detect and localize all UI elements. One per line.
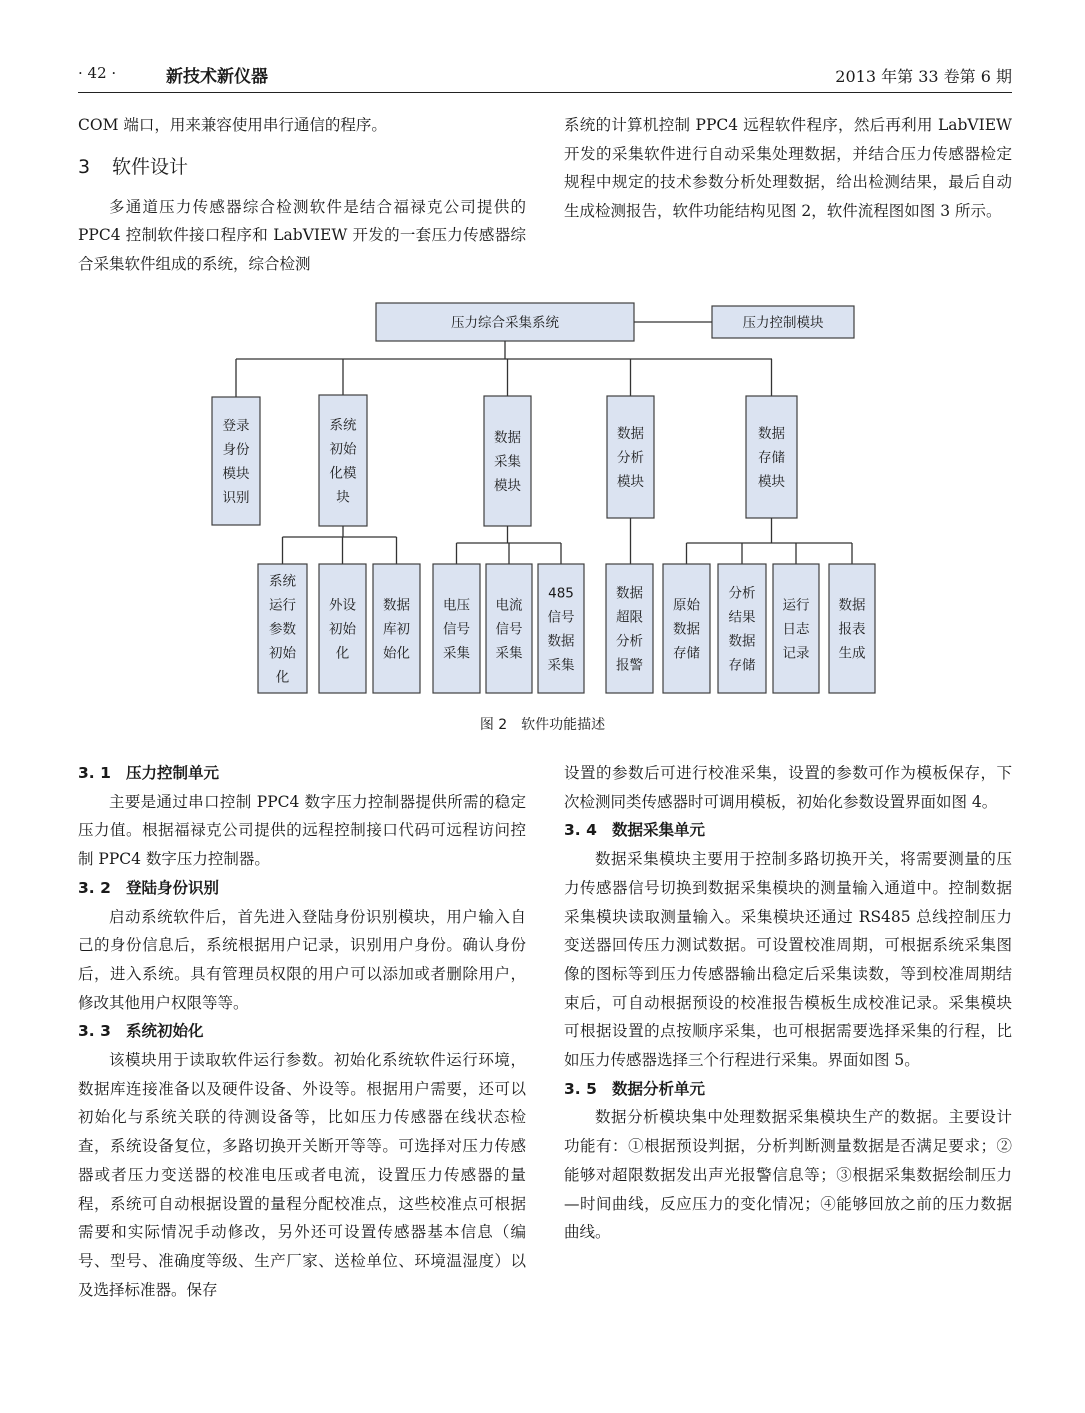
- level2-node: [773, 564, 819, 693]
- root-node: [376, 303, 634, 341]
- level2-node-label: 数据: [547, 633, 575, 650]
- level1-node: [607, 396, 654, 518]
- software-function-diagram: [200, 297, 890, 707]
- level1-node-label: 模块: [617, 474, 644, 490]
- level1-node-box: [319, 395, 367, 526]
- level2-node: [606, 564, 653, 693]
- level2-node-label: 库初: [383, 621, 410, 638]
- level2-node-label: 485: [548, 585, 574, 602]
- intro-paragraph: COM 端口，用来兼容使用串行通信的程序。: [78, 116, 387, 134]
- level2-node-label: 初始: [269, 645, 296, 662]
- level2-node-label: 采集: [495, 645, 523, 662]
- lower-right-column: [564, 759, 1012, 1247]
- subsection-3-3-paragraph: 该模块用于读取软件运行参数。初始化系统软件运行环境，数据库连接准备以及硬件设备、外设等。根据用户需要，还可以初始化与系统关联的待测设备等，比如压力传感器在线状态检查，系统设备复位，多路切换开关断开等等。可选择对压力传感器或者压力变送器的校准电压或者电流，设置压力传感器的量程，系统可自动根据设置的量程分配校准点，这些校准点可根据需要和实际情况手动修改，另外还可设置传感器基本信息（编号、型号、准确度等级、生产厂家、送检单位、环境温湿度）以及选择标准器。保存: [78, 1051, 526, 1299]
- level2-node: [319, 564, 366, 693]
- page-number: · 42 ·: [78, 64, 117, 82]
- figure-caption: 图 2 软件功能描述: [479, 717, 606, 733]
- level2-node-label: 记录: [782, 645, 810, 662]
- level2-node-label: 信号: [495, 621, 523, 638]
- level2-node-label: 采集: [443, 645, 470, 662]
- subsection-3-5-heading: 3. 5 数据分析单元: [564, 1079, 706, 1098]
- root-node-label: 压力综合采集系统: [451, 315, 559, 331]
- level2-node-label: 采集: [547, 657, 575, 674]
- level1-node: [319, 395, 367, 526]
- level2-node: [829, 564, 875, 693]
- right-paragraph: 系统的计算机控制 PPC4 远程软件程序，然后再利用 LabVIEW 开发的采集软件进行自动采集处理数据，并结合压力传感器检定规程中规定的技术参数分析处理数据，给出检测结果，最后自动生成检测报告，软件功能结构见图 2，软件流程图如图 3 所示。: [564, 116, 1012, 221]
- level1-node: [212, 397, 260, 525]
- level2-node-label: 生成: [838, 645, 866, 662]
- section-3-paragraph: 多通道压力传感器综合检测软件是结合福禄克公司提供的 PPC4 控制软件接口程序和 LabVIEW 开发的一套压力传感器综合采集软件组成的系统，综合检测: [78, 197, 526, 274]
- subsection-3-2-paragraph: 启动系统软件后，首先进入登陆身份识别模块，用户输入自己的身份信息后，系统根据用户记录，识别用户身份。确认身份后，进入系统。具有管理员权限的用户可以添加或者删除用户，修改其他用户权限等等。: [78, 907, 526, 1012]
- level1-node: [484, 396, 531, 526]
- upper-left-column: [78, 111, 526, 279]
- level2-node: [373, 564, 420, 693]
- level2-node-label: 外设: [329, 597, 356, 614]
- subsection-3-4-paragraph: 数据采集模块主要用于控制多路切换开关，将需要测量的压力传感器信号切换到数据采集模块的测量输入通道中。控制数据采集模块读取测量输入。采集模块还通过 RS485 总线控制压力变送器回传压力测试数据。可设置校准周期，可根据系统采集图像的图标等到压力传感器输出稳定后采集读数，等到校准周期结束后，可自动根据预设的校准报告模板生成校准记录。采集模块可根据设置的点按顺序采集，也可根据需要选择采集的行程，比如压力传感器选择三个行程进行采集。界面如图 5。: [564, 850, 1012, 1070]
- level1-node-label: 数据: [494, 430, 521, 446]
- level1-node-label: 数据: [758, 426, 785, 442]
- level2-node-label: 超限: [616, 609, 643, 626]
- level1-node-label: 模块: [222, 466, 250, 482]
- subsection-3-3-heading: 3. 3 系统初始化: [78, 1022, 204, 1041]
- level2-node-label: 运行: [782, 597, 810, 614]
- level1-node-label: 模块: [494, 478, 521, 494]
- level2-node-label: 数据: [383, 597, 410, 614]
- level2-node-label: 电压: [443, 597, 470, 614]
- level2-node: [718, 564, 766, 693]
- pressure-control-node: [712, 306, 854, 338]
- level2-node: [538, 564, 584, 693]
- level1-node-label: 登录: [222, 418, 250, 434]
- subsection-3-5-paragraph: 数据分析模块集中处理数据采集模块生产的数据。主要设计功能有：①根据预设判据，分析判断测量数据是否满足要求；②能够对超限数据发出声光报警信息等；③根据采集数据绘制压力—时间曲线，反应压力的变化情况；④能够回放之前的压力数据曲线。: [564, 1108, 1012, 1242]
- subsection-3-2-heading: 3. 2 登陆身份识别: [78, 878, 220, 897]
- level2-node-label: 日志: [782, 621, 810, 638]
- subsection-3-1-heading: 3. 1 压力控制单元: [78, 764, 220, 782]
- level2-node: [433, 564, 480, 693]
- level2-node-label: 化: [335, 645, 350, 662]
- level1-node-label: 分析: [617, 450, 644, 466]
- section-number: 3: [78, 155, 91, 178]
- level1-node-label: 化模: [329, 465, 357, 482]
- upper-right-column: [564, 111, 1012, 226]
- level2-node: [663, 564, 710, 693]
- level2-node-label: 运行: [269, 597, 296, 614]
- journal-title: 新技术新仪器: [166, 67, 268, 87]
- level1-node-label: 采集: [494, 454, 521, 470]
- level2-node: [486, 564, 532, 693]
- level2-node-label: 原始: [673, 597, 700, 614]
- level1-node-label: 初始: [329, 441, 357, 458]
- level2-node-label: 数据: [616, 585, 643, 602]
- level2-node-label: 化: [275, 669, 290, 686]
- level2-node-label: 存储: [673, 645, 700, 662]
- subsection-3-4-heading: 3. 4 数据采集单元: [564, 821, 706, 840]
- level1-node-label: 块: [336, 489, 350, 506]
- running-header: [78, 62, 1012, 93]
- section-3-heading: [78, 152, 526, 179]
- pressure-control-node-label: 压力控制模块: [742, 315, 824, 331]
- level2-node-label: 系统: [269, 573, 296, 590]
- level2-node-label: 电流: [495, 597, 523, 614]
- level1-node-label: 系统: [329, 417, 357, 434]
- level2-node-label: 参数: [269, 621, 296, 638]
- level2-node-label: 始化: [383, 645, 410, 662]
- level2-node-label: 信号: [547, 609, 575, 626]
- level2-node-box: [718, 564, 766, 693]
- level2-node-label: 结果: [728, 609, 756, 626]
- level1-node-label: 存储: [758, 450, 785, 466]
- level2-node-label: 数据: [838, 597, 866, 614]
- subsection-3-3-continued: 设置的参数后可进行校准采集，设置的参数可作为模板保存，下次检测同类传感器时可调用模板，初始化参数设置界面如图 4。: [564, 764, 1012, 811]
- level2-node-label: 信号: [443, 621, 470, 638]
- level1-node-label: 模块: [758, 474, 785, 490]
- subsection-3-1-paragraph: 主要是通过串口控制 PPC4 数字压力控制器提供所需的稳定压力值。根据福禄克公司提供的远程控制接口代码可远程访问控制 PPC4 数字压力控制器。: [78, 792, 526, 869]
- level2-node-box: [538, 564, 584, 693]
- level2-node-label: 初始: [329, 621, 356, 638]
- issue-info: 2013 年第 33 卷第 6 期: [835, 67, 1012, 86]
- level1-node: [746, 396, 797, 518]
- level1-node-label: 数据: [617, 426, 644, 442]
- level2-node-label: 数据: [673, 621, 700, 638]
- level2-node-label: 报表: [838, 621, 866, 638]
- level1-node-label: 识别: [222, 490, 250, 506]
- lower-left-column: [78, 759, 526, 1304]
- section-title: 软件设计: [112, 155, 189, 178]
- level2-node-label: 分析: [616, 633, 643, 650]
- level2-node-label: 报警: [616, 657, 643, 674]
- level2-node-label: 存储: [728, 657, 756, 674]
- level1-node-label: 身份: [222, 442, 250, 458]
- level2-node-label: 数据: [728, 633, 756, 650]
- level2-node-box: [606, 564, 653, 693]
- level2-node: [258, 564, 307, 693]
- level2-node-label: 分析: [728, 585, 756, 602]
